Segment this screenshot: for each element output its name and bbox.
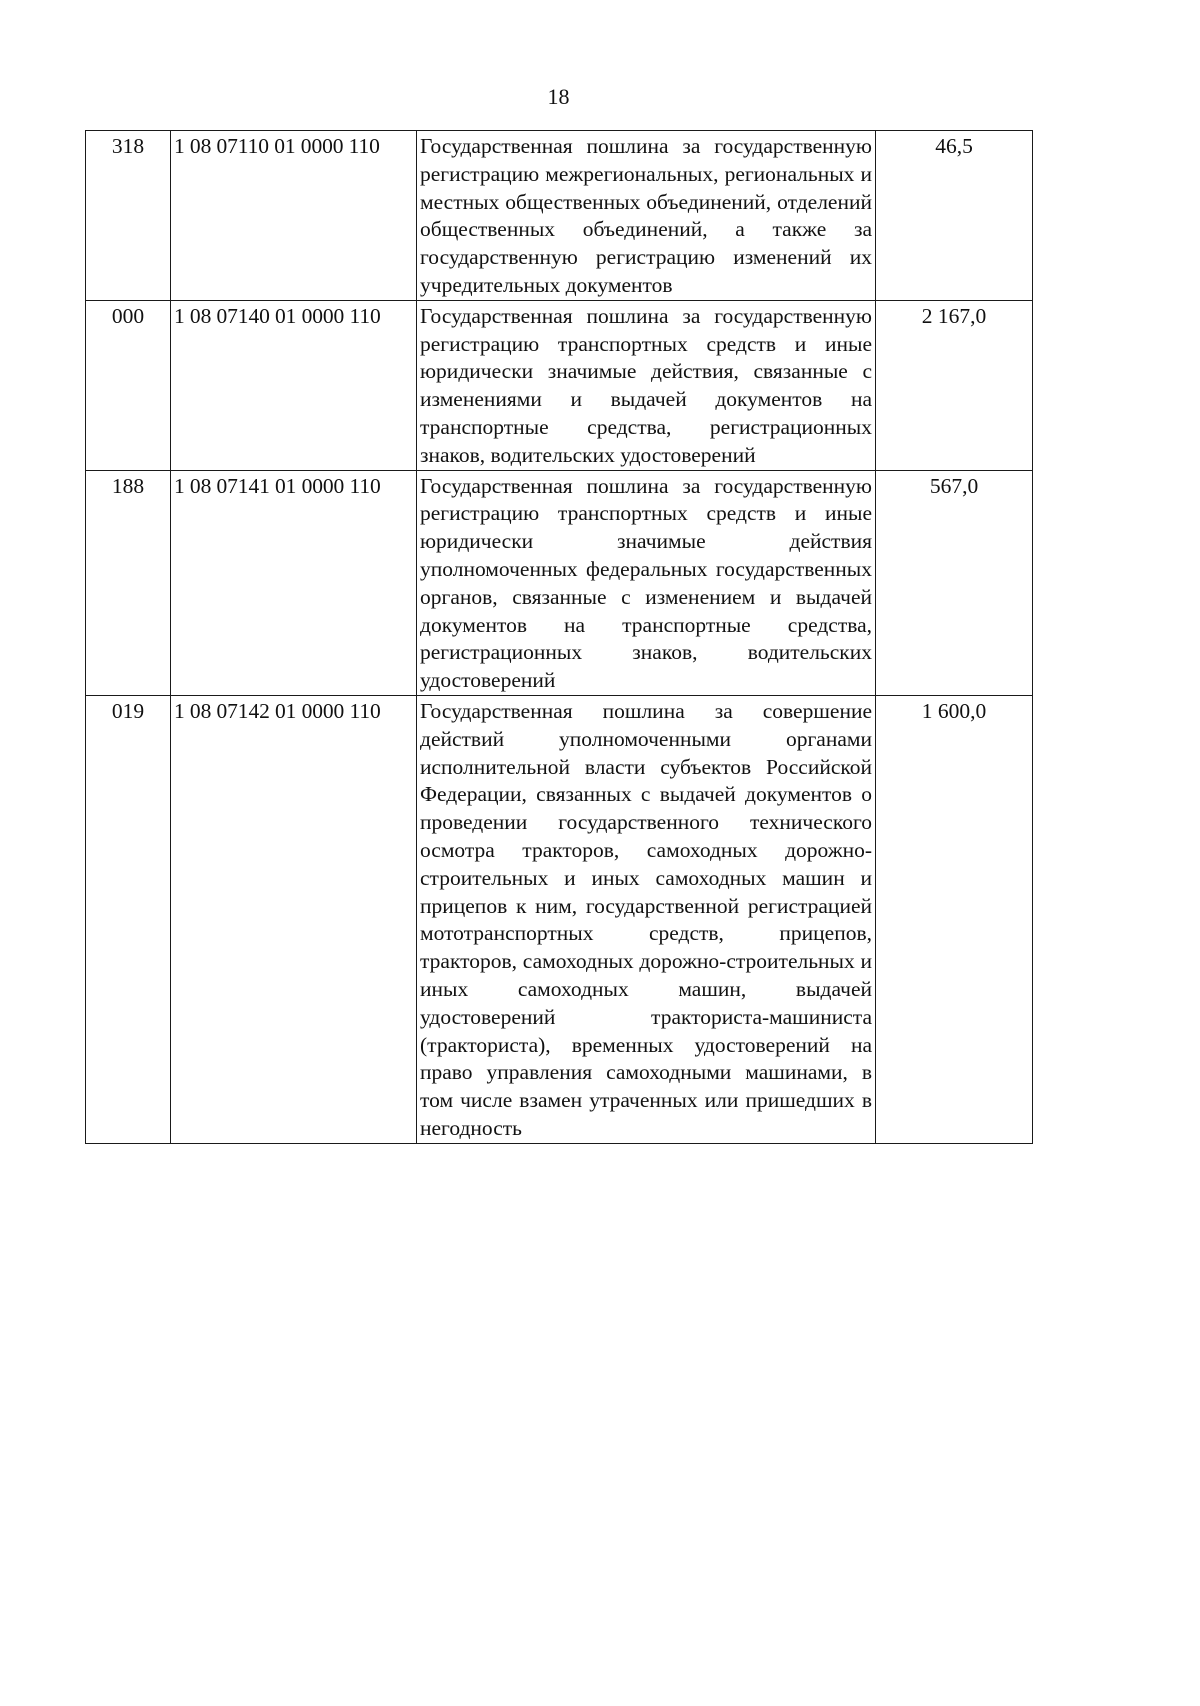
admin-code-cell: 188: [86, 470, 171, 695]
amount-cell: 1 600,0: [876, 695, 1033, 1143]
page-number: 18: [547, 84, 570, 109]
table-row: [86, 695, 1033, 1143]
admin-code-cell: 318: [86, 131, 171, 301]
admin-code-cell: 000: [86, 300, 171, 470]
fee-description-cell: Государственная пошлина за государственную регистрацию транспортных средств и иные юридически значимые действия уполномоченных федеральных государственных органов, связанные с изменением и выдачей документов на транспортные средства, регистрационных знаков, водительских удостоверений: [417, 470, 876, 695]
amount-cell: 2 167,0: [876, 300, 1033, 470]
fee-description-cell: Государственная пошлина за государственную регистрацию межрегиональных, региональных и местных общественных объединений, отделений общественных объединений, а также за государственную регистрацию изменений их учредительных документов: [417, 131, 876, 301]
budget-code-cell: 1 08 07141 01 0000 110: [171, 470, 417, 695]
admin-code-cell: 019: [86, 695, 171, 1143]
budget-code-cell: 1 08 07140 01 0000 110: [171, 300, 417, 470]
fee-description-cell: Государственная пошлина за государственную регистрацию транспортных средств и иные юридически значимые действия, связанные с изменениями и выдачей документов на транспортные средства, регистрационных знаков, водительских удостоверений: [417, 300, 876, 470]
fee-description-cell: Государственная пошлина за совершение действий уполномоченными органами исполнительной власти субъектов Российской Федерации, связанных с выдачей документов о проведении государственного технического осмотра тракторов, самоходных дорожно-строительных и иных самоходных машин и прицепов к ним, государственной регистрацией мототранспортных средств, прицепов, тракторов, самоходных дорожно-строительных и иных самоходных машин, выдачей удостоверений тракториста-машиниста (тракториста), временных удостоверений на право управления самоходными машинами, в том числе взамен утраченных или пришедших в негодность: [417, 695, 876, 1143]
table-row: [86, 470, 1033, 695]
budget-code-cell: 1 08 07142 01 0000 110: [171, 695, 417, 1143]
budget-code-cell: 1 08 07110 01 0000 110: [171, 131, 417, 301]
amount-cell: 46,5: [876, 131, 1033, 301]
fees-table: [85, 130, 1033, 1144]
amount-cell: 567,0: [876, 470, 1033, 695]
table-row: [86, 131, 1033, 301]
table-row: [86, 300, 1033, 470]
